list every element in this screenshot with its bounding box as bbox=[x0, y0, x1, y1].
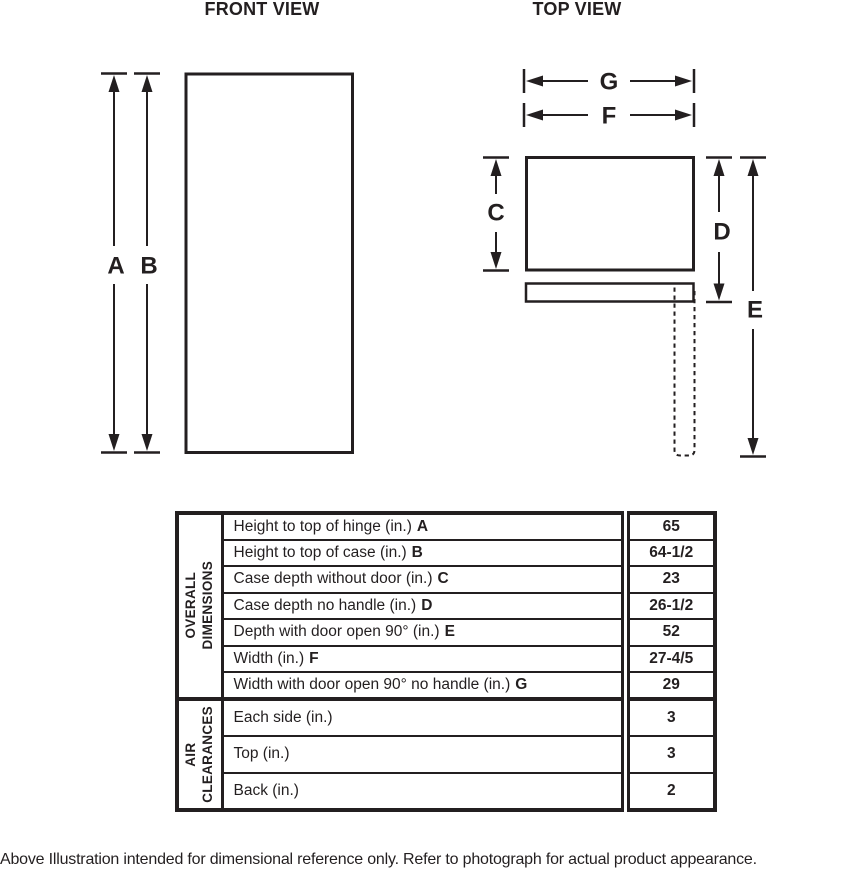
overall-dimensions-section bbox=[177, 513, 715, 699]
top-view-case-outline bbox=[527, 158, 694, 271]
dimension-letter: G bbox=[515, 675, 528, 693]
dimension-value-cell: 27-4/5 bbox=[625, 646, 715, 673]
dimension-label-cell: Top (in.) bbox=[222, 736, 625, 773]
front-view-title: FRONT VIEW bbox=[204, 0, 320, 19]
arrowhead-up bbox=[142, 75, 153, 92]
dimension-label-cell: Depth with door open 90° (in.) E bbox=[222, 619, 625, 646]
dim-label-d: D bbox=[713, 218, 731, 246]
dimension-label-cell: Height to top of case (in.) B bbox=[222, 540, 625, 567]
arrowhead-up bbox=[491, 159, 502, 176]
dimension-label-cell: Each side (in.) bbox=[222, 699, 625, 736]
front-view-diagram bbox=[101, 74, 353, 453]
arrowhead-down bbox=[142, 434, 153, 451]
dim-label-c: C bbox=[487, 199, 505, 227]
dimension-value-cell: 52 bbox=[625, 619, 715, 646]
top-view-diagram bbox=[483, 69, 766, 457]
dim-arrow-f bbox=[524, 103, 694, 130]
section-header-cell bbox=[177, 513, 222, 699]
dimension-letter: B bbox=[411, 543, 423, 561]
dim-arrow-e bbox=[740, 158, 766, 457]
dimension-value-cell: 3 bbox=[625, 736, 715, 773]
table-row bbox=[177, 736, 715, 773]
arrowhead-up bbox=[748, 159, 759, 176]
dimension-label-cell: Case depth without door (in.) C bbox=[222, 566, 625, 593]
top-view-door-outline bbox=[526, 284, 694, 302]
dimension-value-cell: 64-1/2 bbox=[625, 540, 715, 567]
front-view-case-outline bbox=[186, 74, 353, 453]
section-header-rotated-label: AIR CLEARANCES bbox=[182, 705, 215, 803]
section-header-rotated-label: OVERALL DIMENSIONS bbox=[182, 561, 215, 650]
arrowhead-down bbox=[109, 434, 120, 451]
dim-arrow-b bbox=[134, 74, 160, 453]
arrowhead-down bbox=[491, 252, 502, 269]
door-handle-swing-dashed-outline bbox=[675, 288, 695, 456]
footer-note: Above Illustration intended for dimensional reference only. Refer to photograph for actual product appearance. bbox=[0, 851, 757, 868]
dim-arrow-c bbox=[483, 158, 509, 271]
top-view-title: TOP VIEW bbox=[532, 0, 622, 19]
dimension-letter: C bbox=[437, 570, 449, 588]
arrowhead-down bbox=[748, 438, 759, 455]
air-clearances-section bbox=[177, 699, 715, 810]
dim-label-a: A bbox=[107, 252, 125, 280]
dimension-value-cell: 23 bbox=[625, 566, 715, 593]
arrowhead-down bbox=[714, 284, 725, 301]
dimension-letter: F bbox=[309, 649, 319, 667]
table-row bbox=[177, 672, 715, 699]
dim-label-f: F bbox=[601, 102, 617, 130]
dimensions-table bbox=[175, 511, 717, 812]
dimension-label-cell: Back (in.) bbox=[222, 773, 625, 810]
table-row bbox=[177, 593, 715, 620]
table-row bbox=[177, 513, 715, 540]
table-row bbox=[177, 699, 715, 736]
dim-label-g: G bbox=[599, 68, 619, 96]
dim-arrow-g bbox=[524, 69, 694, 96]
dimension-letter: D bbox=[421, 596, 433, 614]
dimension-value-cell: 3 bbox=[625, 699, 715, 736]
dim-label-e: E bbox=[746, 296, 764, 324]
table-row bbox=[177, 646, 715, 673]
table-row bbox=[177, 619, 715, 646]
dimension-label-cell: Width with door open 90° no handle (in.) G bbox=[222, 672, 625, 699]
dimension-label-cell: Width (in.) F bbox=[222, 646, 625, 673]
arrowhead-left bbox=[526, 76, 543, 87]
arrowhead-right bbox=[675, 110, 692, 121]
dim-label-b: B bbox=[140, 252, 158, 280]
arrowhead-left bbox=[526, 110, 543, 121]
dim-arrow-d bbox=[706, 158, 732, 303]
table-row bbox=[177, 540, 715, 567]
table-row bbox=[177, 566, 715, 593]
dimension-value-cell: 2 bbox=[625, 773, 715, 810]
dimension-value-cell: 26-1/2 bbox=[625, 593, 715, 620]
arrowhead-up bbox=[714, 159, 725, 176]
dimension-label-cell: Height to top of hinge (in.) A bbox=[222, 513, 625, 540]
dimension-value-cell: 29 bbox=[625, 672, 715, 699]
dim-arrow-a bbox=[101, 74, 127, 453]
table-row bbox=[177, 773, 715, 810]
dimension-label-cell: Case depth no handle (in.) D bbox=[222, 593, 625, 620]
section-header-cell bbox=[177, 699, 222, 810]
dimension-letter: A bbox=[416, 517, 429, 535]
arrowhead-right bbox=[675, 76, 692, 87]
dimension-value-cell: 65 bbox=[625, 513, 715, 540]
dimension-letter: E bbox=[444, 623, 455, 641]
arrowhead-up bbox=[109, 75, 120, 92]
